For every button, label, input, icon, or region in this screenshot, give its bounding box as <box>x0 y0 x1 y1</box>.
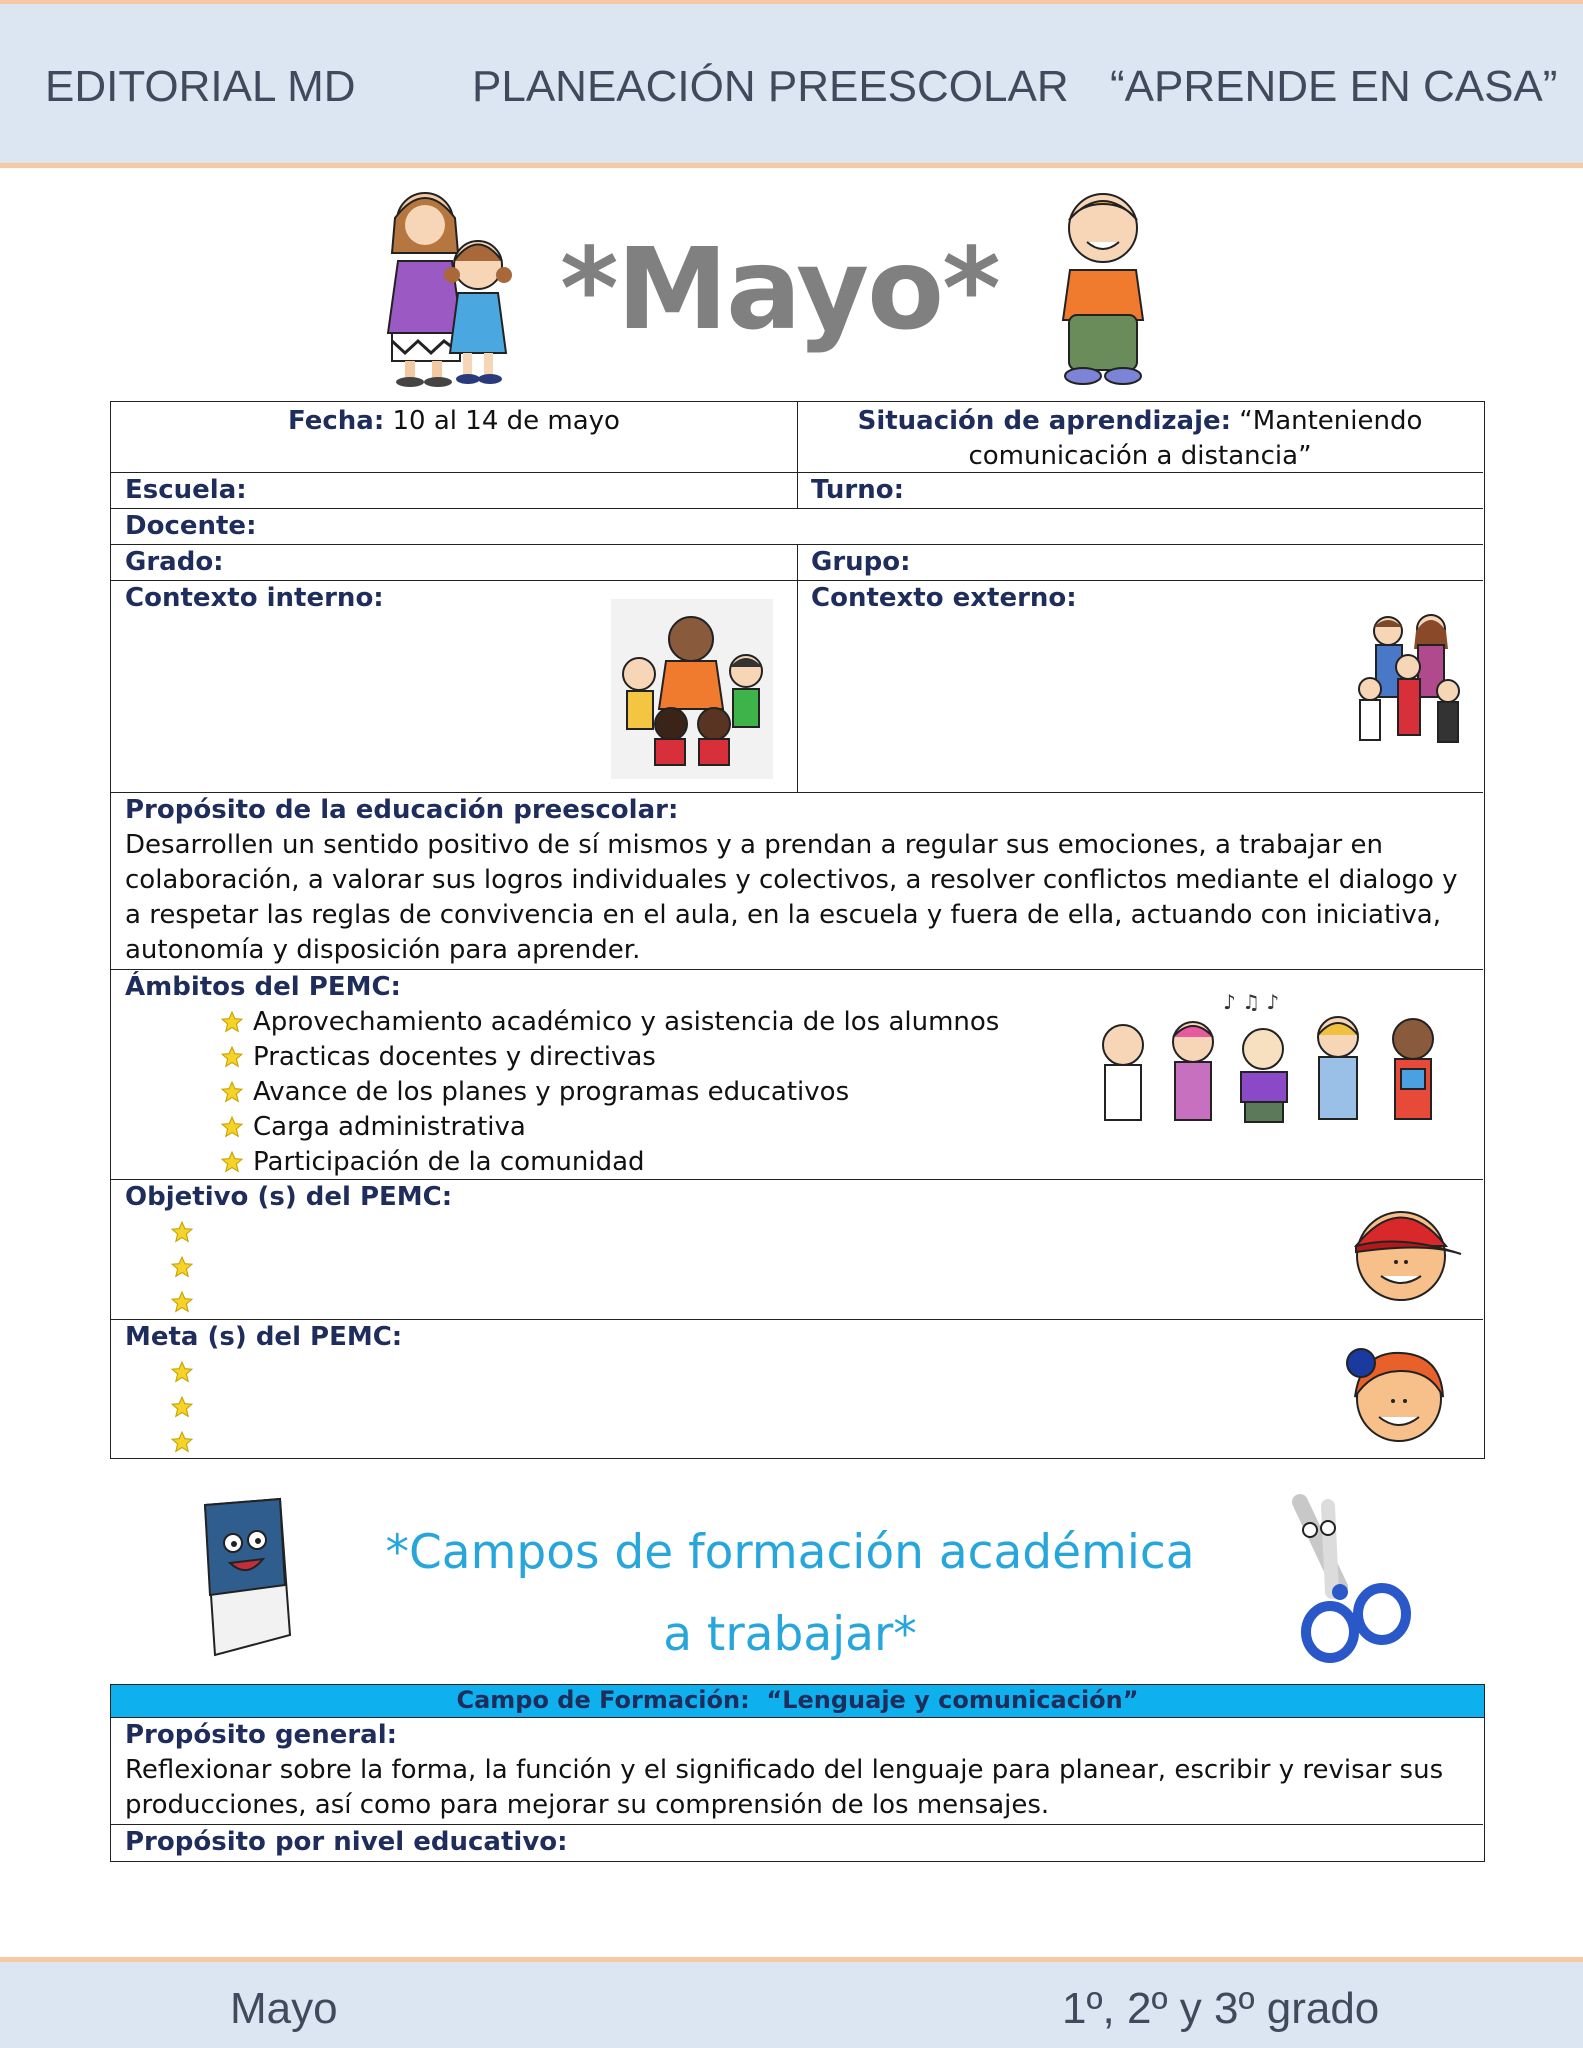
scissors-clipart <box>1270 1492 1420 1667</box>
proposito-text: Desarrollen un sentido positivo de sí mismos y a prendan a regular sus emociones, a trabajar en colaboración, a valorar sus logros individuales y colectivos, a resolver conflictos mediante el dialogo y a respetar las reglas de convivencia en el aula, en la escuela y fuera de ella, actuando con iniciativa, autonomía y disposición para aprender. <box>125 830 1458 965</box>
grupo-label: Grupo: <box>811 547 911 577</box>
list-item <box>161 1005 999 1040</box>
fecha-value: 10 al 14 de mayo <box>384 406 620 436</box>
ambitos-label: Ámbitos del PEMC: <box>125 972 401 1002</box>
metas-label: Meta (s) del PEMC: <box>125 1322 403 1352</box>
list-item <box>161 1040 999 1075</box>
star-bullet-icon <box>221 1011 243 1033</box>
star-bullet-icon <box>221 1151 243 1173</box>
campo-band-value: “Lenguaje y comunicación” <box>766 1686 1139 1714</box>
ambito-text: Aprovechamiento académico y asistencia de los alumnos <box>253 1007 1000 1037</box>
svg-text:♪ ♫ ♪: ♪ ♫ ♪ <box>1223 990 1280 1014</box>
proposito-general-label: Propósito general: <box>125 1720 398 1750</box>
contexto-externo-label: Contexto externo: <box>811 583 1077 613</box>
star-bullet-icon <box>171 1361 193 1383</box>
campos-title-line2: a trabajar* <box>663 1607 917 1662</box>
boy-clipart <box>1045 190 1160 390</box>
docente-label: Docente: <box>125 511 257 541</box>
star-bullet-icon <box>221 1046 243 1068</box>
proposito-nivel-label: Propósito por nivel educativo: <box>125 1827 568 1857</box>
ambito-text: Carga administrativa <box>253 1112 526 1142</box>
situacion-cell <box>797 404 1483 474</box>
boy-cap-clipart <box>1336 1194 1466 1304</box>
campo-table <box>110 1716 1485 1862</box>
star-bullet-icon <box>171 1396 193 1418</box>
star-bullet-icon <box>171 1221 193 1243</box>
eraser-clipart <box>185 1495 300 1660</box>
star-bullet-icon <box>171 1431 193 1453</box>
campos-title <box>350 1512 1230 1676</box>
campo-band-label: Campo de Formación: <box>456 1686 750 1714</box>
situacion-value-line2: comunicación a distancia” <box>968 441 1312 471</box>
escuela-label: Escuela: <box>125 475 247 505</box>
proposito-general-text: Reflexionar sobre la forma, la función y el significado del lenguaje para planear, escribir y revisar sus producciones, así como para mejorar su comprensión de los mensajes. <box>125 1755 1444 1820</box>
header-plan-title: PLANEACIÓN PREESCOLAR <box>472 62 1069 111</box>
page-footer <box>0 1957 1583 2048</box>
proposito-label: Propósito de la educación preescolar: <box>125 795 679 825</box>
situacion-value-line1: “Manteniendo <box>1231 406 1423 436</box>
children-circle-clipart <box>611 599 773 779</box>
ambito-text: Participación de la comunidad <box>253 1147 645 1177</box>
footer-month: Mayo <box>230 1984 338 2033</box>
footer-grades: 1º, 2º y 3º grado <box>1062 1984 1380 2033</box>
star-bullet-icon <box>221 1116 243 1138</box>
turno-label: Turno: <box>811 475 904 505</box>
star-bullet-icon <box>171 1291 193 1313</box>
kids-group-clipart <box>1083 987 1463 1147</box>
proposito-general-cell <box>125 1718 1475 1823</box>
girl-flower-clipart <box>1321 1337 1466 1447</box>
header-publisher: EDITORIAL MD <box>45 62 356 111</box>
list-item <box>161 1110 999 1145</box>
fecha-label: Fecha: <box>288 406 385 436</box>
campo-band <box>110 1684 1485 1718</box>
proposito-cell <box>125 793 1475 968</box>
ambito-text: Practicas docentes y directivas <box>253 1042 656 1072</box>
girls-clipart <box>370 183 530 388</box>
fecha-cell <box>111 404 797 439</box>
list-item <box>161 1145 999 1180</box>
ambitos-list <box>161 1005 999 1180</box>
contexto-interno-label: Contexto interno: <box>125 583 384 613</box>
info-table <box>110 401 1485 1459</box>
family-clipart <box>1356 609 1466 759</box>
star-bullet-icon <box>171 1256 193 1278</box>
star-bullet-icon <box>221 1081 243 1103</box>
grado-label: Grado: <box>125 547 224 577</box>
header-program: “APRENDE EN CASA” <box>1110 62 1558 111</box>
objetivos-label: Objetivo (s) del PEMC: <box>125 1182 453 1212</box>
list-item <box>161 1075 999 1110</box>
ambito-text: Avance de los planes y programas educativos <box>253 1077 850 1107</box>
campos-title-line1: *Campos de formación académica <box>385 1525 1195 1580</box>
situacion-label: Situación de aprendizaje: <box>857 406 1232 436</box>
page-header <box>0 0 1583 168</box>
month-title: *Mayo* <box>560 225 999 355</box>
